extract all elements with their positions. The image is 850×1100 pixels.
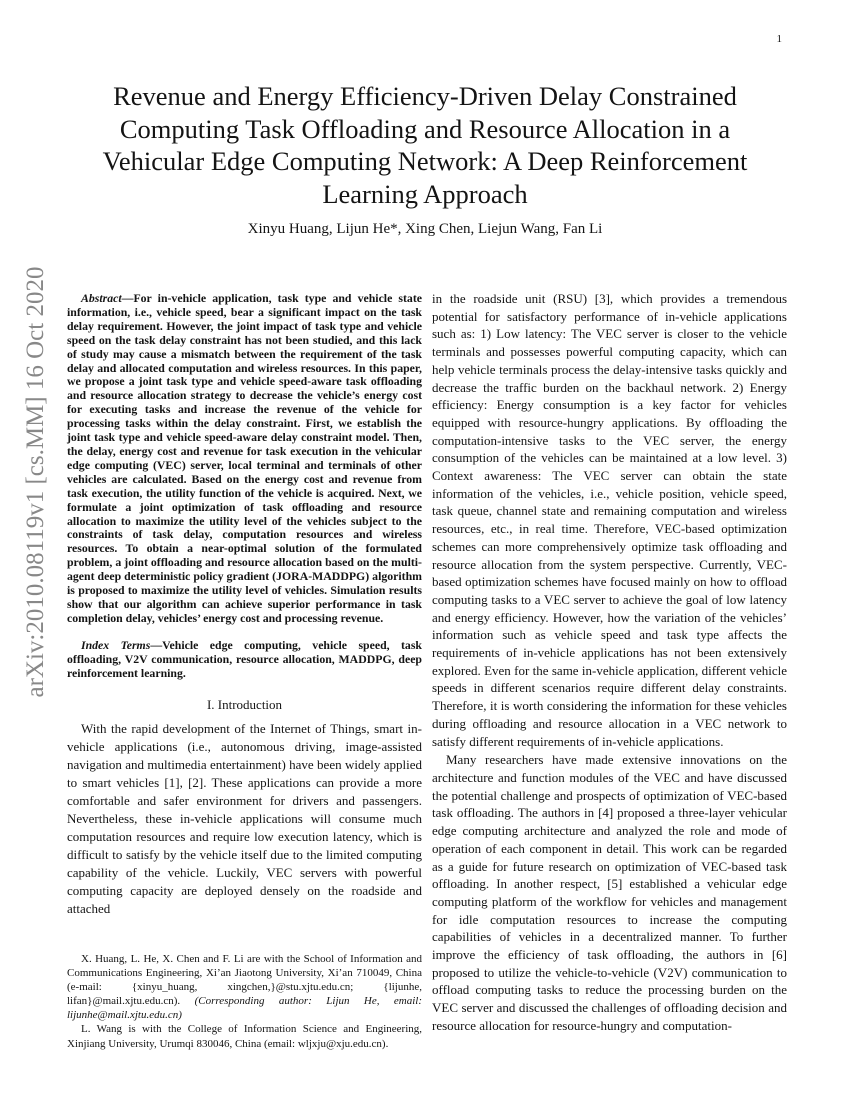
intro-paragraph: With the rapid development of the Internet of Things, smart in-vehicle applications (i.e., autonomous driving, image-assisted navigation and multimedia entertainment) have been widely applied to smart vehicles [1], [2]. These applications can provide a more comfortable and safer environment for drivers and passengers. Nevertheless, these in-vehicle applications will consume much computation resources and require low execution latency, which is difficult to satisfy by the vehicle itself due to the limited computing capability of the vehicle. Luckily, VEC servers with powerful computing capacity are deployed densely on the roadside and attached [67,721,422,916]
page-number: 1 [776,33,782,45]
paper-title [60,80,790,210]
author-list: Xinyu Huang, Lijun He*, Xing Chen, Liejun Wang, Fan Li [247,221,603,237]
arxiv-identifier [16,266,56,698]
related-work-paragraph: Many researchers have made extensive innovations on the architecture and function modules of the VEC and have discussed the potential challenge and prospects of optimization of VEC-based task offloading. The authors in [4] proposed a three-layer vehicular edge computing architecture and analyzed the role and mode of operation of each component in detail. This work can be regarded as a guide for future research on optimization of VEC-based task offloading. In another respect, [5] established a vehicular edge computing platform of the workflow for vehicles and management for idle computation resources to increase the computing capabilities of vehicles in a decentralized manner. To further improve the efficiency of task offloading, the authors in [6] proposed to utilize the vehicle-to-vehicle (V2V) communication to offload computing tasks to reduce the processing burden on the VEC server and discussed the challenges of offloading decision and resource allocation for resource-hungry and computation- [432,752,787,1033]
arxiv-identifier-text: arXiv:2010.08119v1 [cs.MM] 16 Oct 2020 [22,266,49,698]
abstract-text: —For in-vehicle application, task type and vehicle state information, i.e., vehicle speed, bear a significant impact on the task delay requirement. However, the joint impact of task type and vehicle speed on the task delay constraint has not been studied, and this lack of study may cause a mismatch between the requirement of the task delay and allocated computation and wireless resources. In this paper, we propose a joint task type and vehicle speed-aware task offloading and resource allocation strategy to decrease the vehicle’s energy cost for executing tasks and increase the revenue of the vehicle for processing tasks within the delay constraint. First, we establish the joint task type and vehicle speed-aware delay constraint model. Then, the delay, energy cost and revenue for task execution in the vehicular edge computing (VEC) server, local terminal and terminals of other vehicles are calculated. Based on the energy cost and revenue from task execution, the utility function of the vehicle is acquired. Next, we formulate a joint optimization of task offloading and resource allocation to maximize the utility level of the vehicles subject to the constraints of task delay, computation resources and wireless resources. To obtain a near-optimal solution of the formulated problem, a joint offloading and resource allocation based on the multi-agent deep deterministic policy gradient (JORA-MADDPG) algorithm is proposed to maximize the utility level of vehicles. Simulation results show that our algorithm can achieve superior performance in task completion delay, vehicles’ energy cost and processing revenue. [67,291,422,625]
footnote-affiliation-1 [67,952,422,1022]
abstract [67,292,422,626]
abstract-label: Abstract [81,291,122,305]
title-line: Vehicular Edge Computing Network: A Deep Reinforcement [102,146,748,176]
footnote-affiliation-1-text: X. Huang, L. He, X. Chen and F. Li are with the School of Information and Communications Engineering, Xi’an Jiaotong University, Xi’an 710049, China (e-mail: {xinyu_huang, xingchen,}@stu.xjtu.edu.cn; {lijunhe, lifan}@mail.xjtu.edu.cn). [67,953,422,1008]
footnotes [67,952,422,1051]
footnote-corresponding-author: (Corresponding author: Lijun He, email: lijunhe@mail.xjtu.edu.cn) [67,995,422,1022]
index-terms [67,639,422,681]
index-terms-label: Index Terms [81,637,151,652]
footnote-affiliation-2: L. Wang is with the College of Information Science and Engineering, Xinjiang University, Urumqi 830046, China (email: wljxju@xju.edu.cn). [67,1023,422,1050]
title-line: Revenue and Energy Efficiency-Driven Delay Constrained [113,81,737,111]
index-terms-text: —Vehicle edge computing, vehicle speed, task offloading, V2V communication, resource allocation, MADDPG, deep reinforcement learning. [67,637,422,680]
intro-continuation-paragraph: in the roadside unit (RSU) [3], which provides a tremendous potential for satisfactory performance of in-vehicle applications such as: 1) Low latency: The VEC server is closer to the vehicle terminals and possesses powerful computing capacity, which can help vehicle terminals process the delay-intensive tasks quickly and decrease the traffic burden on the backhaul network. 2) Energy efficiency: Energy consumption is a key factor for vehicles equipped with resource-hungry applications. By offloading the computation-intensive tasks to the VEC server, the energy consumption of the vehicles can be maintained at a low level. 3) Context awareness: The VEC server can obtain the state information of the vehicles, i.e., vehicle position, vehicle speed, task queue, channel state and remaining computation and wireless resources, etc., in real time. Therefore, VEC-based optimization schemes can more comprehensively optimize task offloading and resource allocation from the system perspective. Currently, VEC-based optimization schemes have focused mainly on how to offload computing tasks to a VEC server to achieve the goal of low latency and energy efficiency. However, how the variation of the vehicles’ information such as vehicle speed and task type affects the requirements of in-vehicle applications has not been extensively explored. Even for the same in-vehicle application, different vehicle speeds in different scenarios require different delay constraints. Therefore, it is worth considering the information for these vehicles during offloading and resource allocation in a VEC network to satisfy different requirements of in-vehicle applications. [432,291,787,749]
title-line: Computing Task Offloading and Resource Allocation in a [119,113,731,144]
left-column [67,292,422,917]
title-line: Learning Approach [322,178,528,209]
section-heading-introduction: I. Introduction [206,697,283,713]
right-column [432,290,787,1035]
